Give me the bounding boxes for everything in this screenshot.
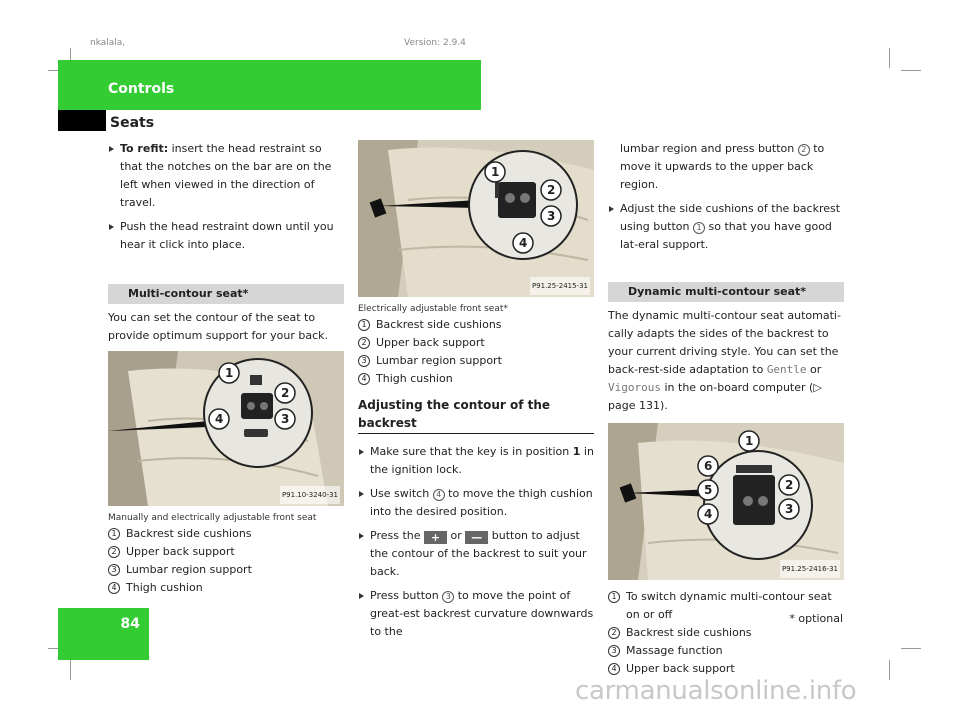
legend-text: Upper back support (376, 336, 485, 349)
refit-label: To refit: (120, 142, 169, 155)
legend-text: Thigh cushion (376, 372, 453, 385)
legend-number: 3 (358, 355, 370, 367)
legend-item (608, 624, 844, 642)
refit-text: insert the head restraint so that the notches on the bar are on the left when viewed in the direction of travel. (120, 142, 332, 209)
svg-text:6: 6 (704, 459, 713, 473)
meta-author: nkalala, (90, 38, 126, 48)
crop-mark (70, 660, 71, 680)
legend-text: Backrest side cushions (376, 318, 502, 331)
legend-list (358, 316, 594, 388)
legend-number: 1 (608, 591, 620, 603)
svg-text:1: 1 (225, 366, 234, 380)
dynamic-text: The dynamic multi-contour seat automati-cally adapts the sides of the backrest to your current driving style. You can set the back-rest-side adaptation to (608, 309, 841, 376)
crop-mark (901, 70, 921, 71)
photo-caption: Electrically adjustable front seat* (358, 304, 508, 314)
seat-photo-electric (358, 140, 594, 297)
legend-number: 3 (608, 645, 620, 657)
step-text: Make sure that the key is in position (370, 445, 573, 458)
legend-text: Thigh cushion (126, 581, 203, 594)
inline-number: 4 (433, 489, 445, 501)
svg-text:3: 3 (547, 209, 556, 223)
watermark: carmanualsonline.info (575, 676, 857, 706)
adjust-heading: Adjusting the contour of the backrest (358, 396, 594, 434)
dynamic-text: in the on-board computer ( (660, 381, 814, 394)
crop-mark (889, 660, 890, 680)
step-text: to move it upwards to the upper back region. (620, 142, 825, 191)
svg-text:3: 3 (785, 502, 794, 516)
step-text: so that you have good lat-eral support. (620, 220, 832, 251)
svg-text:5: 5 (704, 483, 713, 497)
dynamic-text: or (806, 363, 822, 376)
step-text: or (447, 529, 466, 542)
legend-text: Upper back support (626, 662, 735, 675)
legend-number: 2 (108, 546, 120, 558)
legend-item (608, 642, 844, 660)
legend-list (608, 588, 844, 678)
column-1 (108, 140, 344, 597)
page-reference-link[interactable]: ▷ page 131 (608, 381, 822, 412)
section-title: Seats (110, 115, 155, 131)
page-number: 84 (120, 616, 140, 632)
minus-button-icon: — (465, 531, 488, 544)
svg-text:4: 4 (704, 507, 713, 521)
plus-button-icon: + (424, 531, 447, 544)
svg-text:2: 2 (547, 183, 556, 197)
section-tab (58, 110, 106, 131)
seat-illustration (608, 423, 844, 580)
column-3 (608, 140, 844, 678)
legend-item (108, 543, 344, 561)
inline-number: 3 (442, 591, 454, 603)
legend-number: 3 (108, 564, 120, 576)
crop-mark (901, 648, 921, 649)
svg-text:2: 2 (785, 478, 794, 492)
dynamic-intro (608, 307, 844, 415)
legend-item (358, 352, 594, 370)
legend-text: Upper back support (126, 545, 235, 558)
legend-number: 2 (358, 337, 370, 349)
refit-instruction (108, 140, 344, 212)
photo-code: P91.10-3240-31 (280, 486, 340, 504)
legend-item (108, 579, 344, 597)
step-curvature (358, 587, 594, 641)
photo-code: P91.25-2416-31 (780, 560, 840, 578)
step-text: Press button (370, 589, 443, 602)
seat-illustration (358, 140, 594, 297)
inline-number: 1 (693, 222, 705, 234)
multi-contour-intro: You can set the contour of the seat to provide optimum support for your back. (108, 311, 329, 342)
seat-photo-dynamic (608, 423, 844, 580)
page-number-box (58, 608, 149, 660)
legend-text: To switch dynamic multi-contour seat on or off (626, 590, 832, 621)
step-key-position (358, 443, 594, 479)
push-instruction: Push the head restraint down until you hear it click into place. (108, 218, 344, 254)
seat-illustration (108, 351, 344, 506)
dynamic-heading: Dynamic multi-contour seat* (608, 282, 844, 302)
step-plus-minus (358, 527, 594, 581)
step-text: to move the point of great-est backrest curvature downwards to the (370, 589, 594, 638)
crop-mark (889, 48, 890, 68)
optional-footnote: * optional (789, 612, 843, 625)
column-2 (358, 140, 594, 647)
option-gentle: Gentle (766, 363, 807, 376)
multi-contour-heading: Multi-contour seat* (108, 284, 344, 304)
svg-text:3: 3 (281, 412, 290, 426)
svg-text:4: 4 (519, 236, 528, 250)
svg-text:1: 1 (745, 434, 754, 448)
photo-caption: Manually and electrically adjustable front seat (108, 513, 317, 523)
step-thigh-cushion (358, 485, 594, 521)
legend-number: 4 (358, 373, 370, 385)
dynamic-text: ). (659, 399, 668, 412)
legend-item (108, 561, 344, 579)
legend-item (358, 316, 594, 334)
curvature-continued (608, 140, 844, 194)
svg-text:2: 2 (281, 386, 290, 400)
step-text: Adjust the side cushions of the backrest using button (620, 202, 841, 233)
legend-text: Lumbar region support (126, 563, 252, 576)
step-text: in the ignition lock. (370, 445, 594, 476)
photo-code: P91.25-2415-31 (530, 277, 590, 295)
step-text: to move the thigh cushion into the desired position. (370, 487, 593, 518)
step-side-cushions (608, 200, 844, 254)
meta-version: Version: 2.9.4 (404, 38, 466, 48)
legend-text: Backrest side cushions (126, 527, 252, 540)
legend-item (358, 334, 594, 352)
legend-number: 4 (608, 663, 620, 675)
legend-text: Massage function (626, 644, 723, 657)
legend-list (108, 525, 344, 597)
legend-item (358, 370, 594, 388)
svg-text:1: 1 (491, 165, 500, 179)
key-position: 1 (572, 445, 581, 458)
legend-number: 1 (108, 528, 120, 540)
legend-number: 1 (358, 319, 370, 331)
step-text: lumbar region and press button (620, 142, 798, 155)
legend-text: Backrest side cushions (626, 626, 752, 639)
step-text: button to adjust the contour of the backrest to suit your back. (370, 529, 587, 578)
legend-number: 4 (108, 582, 120, 594)
legend-item (108, 525, 344, 543)
legend-number: 2 (608, 627, 620, 639)
chapter-header (58, 60, 481, 110)
svg-text:4: 4 (215, 412, 224, 426)
seat-photo-manual (108, 351, 344, 506)
chapter-title: Controls (108, 81, 175, 97)
legend-text: Lumbar region support (376, 354, 502, 367)
option-vigorous: Vigorous (608, 381, 661, 394)
inline-number: 2 (798, 144, 810, 156)
step-text: Use switch (370, 487, 433, 500)
step-text: Press the (370, 529, 424, 542)
